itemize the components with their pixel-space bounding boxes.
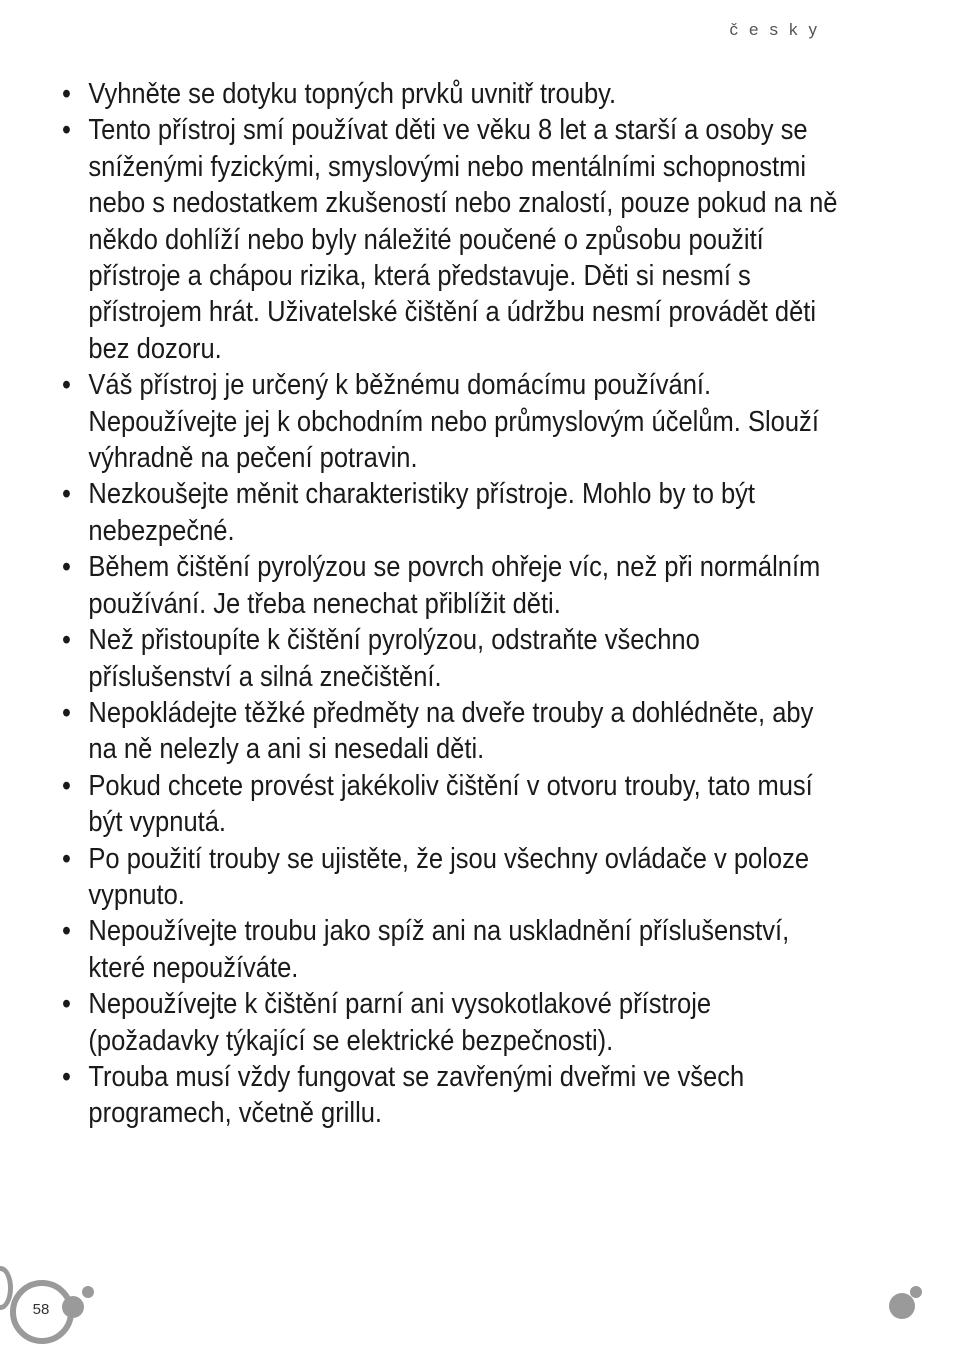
list-item-text: Po použití trouby se ujistěte, že jsou všechny ovládače v poloze vypnuto. [88,842,810,911]
list-item-text: Váš přístroj je určený k běžnému domácímu používání. Nepoužívejte jej k obchodním nebo průmyslovým účelům. Slouží výhradně na pečení potravin. [88,369,819,475]
list-item-text: Nepoužívejte troubu jako spíž ani na uskladnění příslušenství, které nepoužíváte. [88,915,790,984]
list-item [62,622,845,695]
page-number: 58 [32,1301,50,1318]
bullet-icon: • [62,369,71,402]
list-item-text: Během čištění pyrolýzou se povrch ohřeje víc, než při normálním používání. Je třeba nenechat přiblížit děti. [88,551,821,620]
decorative-dot [62,1296,84,1318]
bullet-icon: • [62,842,71,875]
bullet-icon: • [62,988,71,1021]
bullet-icon: • [62,551,71,584]
bullet-icon: • [62,696,71,729]
bullet-icon: • [62,915,71,948]
list-item-text: Nepokládejte těžké předměty na dveře trouby a dohlédněte, aby na ně nelezly a ani si nesedali děti. [88,696,814,766]
bullet-icon: • [62,114,71,147]
decorative-dot [82,1286,94,1298]
list-item [62,76,845,112]
list-item-text: Vyhněte se dotyku topných prvků uvnitř trouby. [88,78,617,110]
list-item [62,841,845,914]
list-item [62,549,845,622]
language-label: česky [729,20,828,39]
list-item [62,986,845,1059]
bullet-icon: • [62,769,71,802]
list-item [62,367,845,476]
decorative-dot [889,1293,915,1319]
bullet-icon: • [62,478,71,511]
decorative-dot [910,1286,922,1298]
safety-instructions-list [62,76,862,1132]
list-item-text: Než přistoupíte k čištění pyrolýzou, odstraňte všechno příslušenství a silná znečištění. [88,624,700,693]
bullet-icon: • [62,1060,71,1093]
list-item [62,913,845,986]
list-item [62,768,845,841]
list-item [62,1059,845,1132]
list-item-text: Nezkoušejte měnit charakteristiky přístroje. Mohlo by to být nebezpečné. [88,478,756,547]
list-item [62,695,845,768]
list-item-text: Tento přístroj smí používat děti ve věku 8 let a starší a osoby se sníženými fyzickými, smyslovými nebo mentálními schopnostmi nebo s nedostatkem zkušeností nebo znalostí, pouze pokud na ně někdo dohlíží nebo byly náležité poučené o způsobu použití přístroje a chápou rizika, která představuje. Děti si nesmí s přístrojem hrát. Uživatelské čištění a údržbu nesmí provádět děti bez dozoru. [88,114,838,365]
bullet-icon: • [62,624,71,657]
list-item [62,476,845,549]
list-item-text: Nepoužívejte k čištění parní ani vysokotlakové přístroje (požadavky týkající se elektrické bezpečnosti). [88,988,712,1057]
list-item-text: Pokud chcete provést jakékoliv čištění v otvoru trouby, tato musí být vypnutá. [88,769,813,839]
bullet-icon: • [62,78,71,110]
list-item-text: Trouba musí vždy fungovat se zavřenými dveřmi ve všech programech, včetně grillu. [88,1060,745,1130]
list-item [62,112,845,367]
